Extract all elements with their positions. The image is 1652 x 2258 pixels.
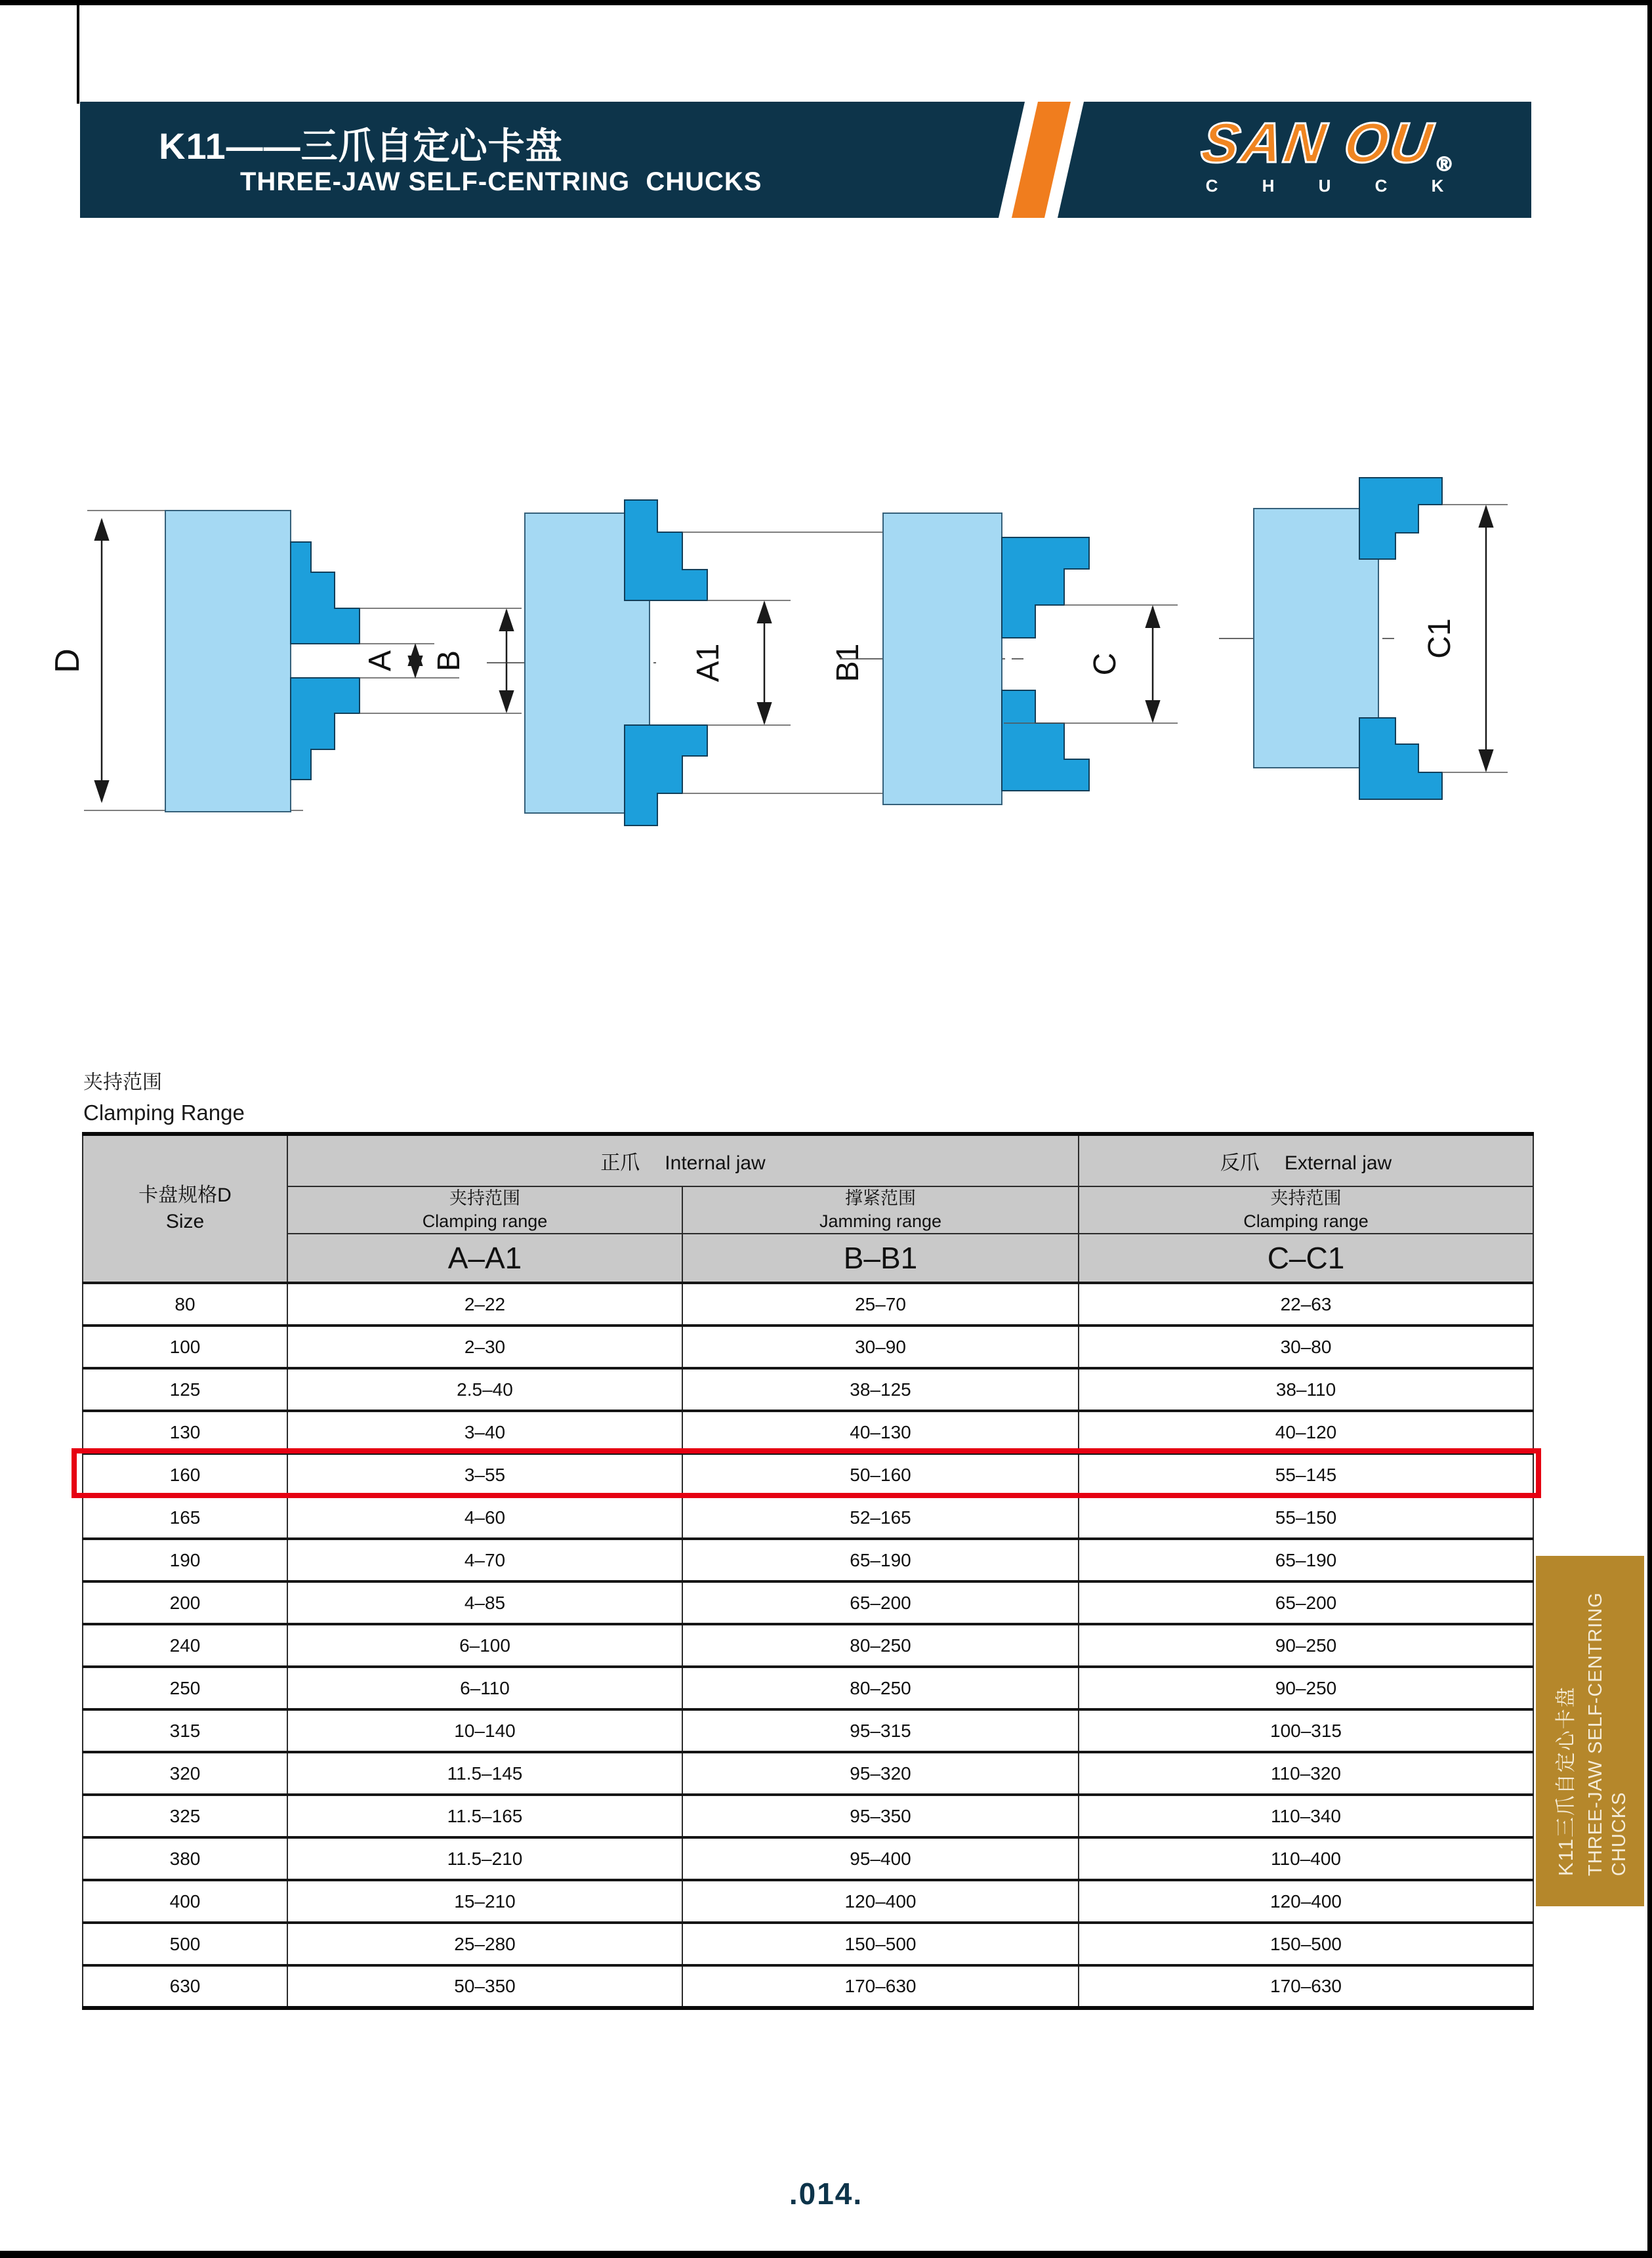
side-tab-text <box>1536 1556 1644 1906</box>
cell-size: 165 <box>83 1496 287 1539</box>
cell-size: 80 <box>83 1283 287 1326</box>
cell-c-c1: 120–400 <box>1079 1880 1533 1923</box>
left-border-stub <box>77 0 79 104</box>
table-row <box>83 1368 1533 1411</box>
table-row <box>83 1965 1533 2008</box>
col-header-size-zh: 卡盘规格D <box>138 1184 232 1206</box>
col-header-clamping-external <box>1079 1186 1533 1234</box>
cell-b-b1: 30–90 <box>682 1326 1079 1368</box>
right-border-rule <box>1647 0 1652 2258</box>
table-row <box>83 1709 1533 1752</box>
side-tab <box>1536 1556 1644 1906</box>
cell-c-c1: 22–63 <box>1079 1283 1533 1326</box>
cell-size: 130 <box>83 1411 287 1453</box>
jaw-lower <box>291 678 360 780</box>
chuck-body <box>883 513 1002 805</box>
brand-logo <box>1156 111 1497 196</box>
jaw-lower <box>625 725 707 826</box>
table-row <box>83 1880 1533 1923</box>
dim-label-c1: C1 <box>1422 618 1457 659</box>
subheader-zh: 夹持范围 <box>449 1188 520 1208</box>
cell-c-c1: 40–120 <box>1079 1411 1533 1453</box>
header-band <box>80 102 1531 218</box>
col-header-jamming <box>682 1186 1079 1234</box>
group-external-en: External jaw <box>1284 1152 1392 1174</box>
table-row <box>83 1752 1533 1795</box>
group-external-zh: 反爪 <box>1220 1152 1260 1174</box>
cell-a-a1: 11.5–165 <box>287 1795 682 1837</box>
subheader-zh: 夹持范围 <box>1270 1188 1342 1208</box>
cell-c-c1: 55–145 <box>1079 1453 1533 1496</box>
highlight-box-row-160 <box>72 1448 1541 1498</box>
jaw-upper <box>291 542 360 644</box>
table-row <box>83 1837 1533 1880</box>
header-row-sub <box>83 1186 1533 1234</box>
col-header-clamping-internal <box>287 1186 682 1234</box>
dim-label-a1: A1 <box>691 643 726 682</box>
side-tab-line-zh: K11三爪自定心卡盘 <box>1554 1686 1577 1876</box>
col-group-external-jaw <box>1079 1134 1533 1186</box>
col-group-internal-jaw <box>287 1134 1079 1186</box>
cell-size: 190 <box>83 1539 287 1581</box>
cell-b-b1: 95–320 <box>682 1752 1079 1795</box>
cell-c-c1: 65–200 <box>1079 1581 1533 1624</box>
cell-c-c1: 38–110 <box>1079 1368 1533 1411</box>
jaw-lower <box>1359 718 1442 799</box>
cell-a-a1: 4–70 <box>287 1539 682 1581</box>
cell-b-b1: 40–130 <box>682 1411 1079 1453</box>
cell-b-b1: 170–630 <box>682 1965 1079 2008</box>
cell-b-b1: 150–500 <box>682 1923 1079 1965</box>
dim-label-c: C <box>1088 652 1123 676</box>
jaw-lower <box>1002 690 1089 791</box>
cell-a-a1: 2–22 <box>287 1283 682 1326</box>
header-row-range <box>83 1234 1533 1283</box>
cell-b-b1: 52–165 <box>682 1496 1079 1539</box>
cell-c-c1: 150–500 <box>1079 1923 1533 1965</box>
subheader-en: Clamping range <box>1243 1211 1369 1232</box>
cell-b-b1: 50–160 <box>682 1453 1079 1496</box>
cell-c-c1: 30–80 <box>1079 1326 1533 1368</box>
cell-b-b1: 95–350 <box>682 1795 1079 1837</box>
side-tab-line-en2: CHUCKS <box>1609 1791 1630 1876</box>
cell-c-c1: 110–320 <box>1079 1752 1533 1795</box>
cell-a-a1: 2–30 <box>287 1326 682 1368</box>
cell-a-a1: 50–350 <box>287 1965 682 2008</box>
diagram-internal-jaw-closed <box>49 511 522 812</box>
cell-size: 500 <box>83 1923 287 1965</box>
cell-a-a1: 6–110 <box>287 1667 682 1709</box>
table-caption-en: Clamping Range <box>83 1100 245 1125</box>
col-header-size-en: Size <box>165 1211 205 1233</box>
cell-size: 160 <box>83 1453 287 1496</box>
cell-size: 200 <box>83 1581 287 1624</box>
table-row <box>83 1581 1533 1624</box>
table-body <box>83 1283 1533 2008</box>
cell-size: 320 <box>83 1752 287 1795</box>
page-number: .014. <box>789 2177 863 2211</box>
cell-b-b1: 25–70 <box>682 1283 1079 1326</box>
table-row <box>83 1411 1533 1453</box>
table-row <box>83 1539 1533 1581</box>
brand-name: SAN OU <box>1197 112 1437 175</box>
table-caption <box>83 1068 245 1128</box>
dim-label-b1: B1 <box>831 643 865 682</box>
cell-size: 240 <box>83 1624 287 1667</box>
cell-b-b1: 95–315 <box>682 1709 1079 1752</box>
subheader-en: Jamming range <box>819 1211 942 1232</box>
jaw-upper <box>625 500 707 600</box>
cell-size: 100 <box>83 1326 287 1368</box>
cell-size: 325 <box>83 1795 287 1837</box>
bottom-border-rule <box>0 2251 1652 2258</box>
col-header-range-cc1: C–C1 <box>1079 1234 1533 1283</box>
subheader-en: Clamping range <box>422 1211 548 1232</box>
table-row <box>83 1283 1533 1326</box>
cell-a-a1: 2.5–40 <box>287 1368 682 1411</box>
dim-label-a: A <box>363 650 398 672</box>
cell-c-c1: 110–340 <box>1079 1795 1533 1837</box>
cell-a-a1: 11.5–145 <box>287 1752 682 1795</box>
chuck-body <box>165 511 291 812</box>
cell-a-a1: 15–210 <box>287 1880 682 1923</box>
cell-c-c1: 110–400 <box>1079 1837 1533 1880</box>
diagram-external-jaw-closed <box>840 513 1178 805</box>
cell-a-a1: 6–100 <box>287 1624 682 1667</box>
table-row <box>83 1624 1533 1667</box>
table-row <box>83 1923 1533 1965</box>
table-row <box>83 1667 1533 1709</box>
cell-b-b1: 38–125 <box>682 1368 1079 1411</box>
group-internal-en: Internal jaw <box>665 1152 766 1174</box>
clamping-range-table <box>82 1132 1534 2010</box>
cell-a-a1: 4–60 <box>287 1496 682 1539</box>
table-row <box>83 1326 1533 1368</box>
cell-size: 380 <box>83 1837 287 1880</box>
table-row <box>83 1795 1533 1837</box>
page-subtitle: THREE-JAW SELF-CENTRING CHUCKS <box>240 167 762 196</box>
cell-b-b1: 120–400 <box>682 1880 1079 1923</box>
cell-a-a1: 3–40 <box>287 1411 682 1453</box>
cell-c-c1: 90–250 <box>1079 1624 1533 1667</box>
col-header-range-bb1: B–B1 <box>682 1234 1079 1283</box>
table-row <box>83 1496 1533 1539</box>
cell-size: 315 <box>83 1709 287 1752</box>
col-header-size <box>83 1134 287 1283</box>
cell-a-a1: 11.5–210 <box>287 1837 682 1880</box>
cell-size: 630 <box>83 1965 287 2008</box>
cell-c-c1: 90–250 <box>1079 1667 1533 1709</box>
dim-label-d: D <box>49 648 87 673</box>
page-title: K11——三爪自定心卡盘 <box>159 125 563 167</box>
header-row-group <box>83 1134 1533 1186</box>
cell-a-a1: 25–280 <box>287 1923 682 1965</box>
diagram-internal-jaw-open <box>487 500 950 826</box>
group-internal-zh: 正爪 <box>600 1152 640 1174</box>
subheader-zh: 撑紧范围 <box>845 1188 916 1208</box>
jaw-upper <box>1002 537 1089 638</box>
cell-b-b1: 65–190 <box>682 1539 1079 1581</box>
chuck-body <box>525 513 650 813</box>
table-caption-zh: 夹持范围 <box>83 1072 162 1093</box>
cell-c-c1: 65–190 <box>1079 1539 1533 1581</box>
col-header-range-aa1: A–A1 <box>287 1234 682 1283</box>
cell-c-c1: 170–630 <box>1079 1965 1533 2008</box>
cell-b-b1: 80–250 <box>682 1667 1079 1709</box>
cell-c-c1: 100–315 <box>1079 1709 1533 1752</box>
diagram-external-jaw-open <box>1219 478 1508 799</box>
chuck-body <box>1254 509 1378 768</box>
top-border-rule <box>0 0 1652 5</box>
cell-a-a1: 3–55 <box>287 1453 682 1496</box>
jaw-upper <box>1359 478 1442 559</box>
cell-b-b1: 80–250 <box>682 1624 1079 1667</box>
cell-size: 125 <box>83 1368 287 1411</box>
cell-a-a1: 10–140 <box>287 1709 682 1752</box>
side-tab-line-en1: THREE-JAW SELF-CENTRING <box>1584 1592 1606 1876</box>
cell-c-c1: 55–150 <box>1079 1496 1533 1539</box>
cell-size: 250 <box>83 1667 287 1709</box>
dim-label-b: B <box>432 650 466 672</box>
cell-b-b1: 95–400 <box>682 1837 1079 1880</box>
registered-trademark-icon: ® <box>1437 154 1452 175</box>
brand-subtext: C H U C K <box>1205 176 1464 196</box>
cell-b-b1: 65–200 <box>682 1581 1079 1624</box>
cell-a-a1: 4–85 <box>287 1581 682 1624</box>
cell-size: 400 <box>83 1880 287 1923</box>
